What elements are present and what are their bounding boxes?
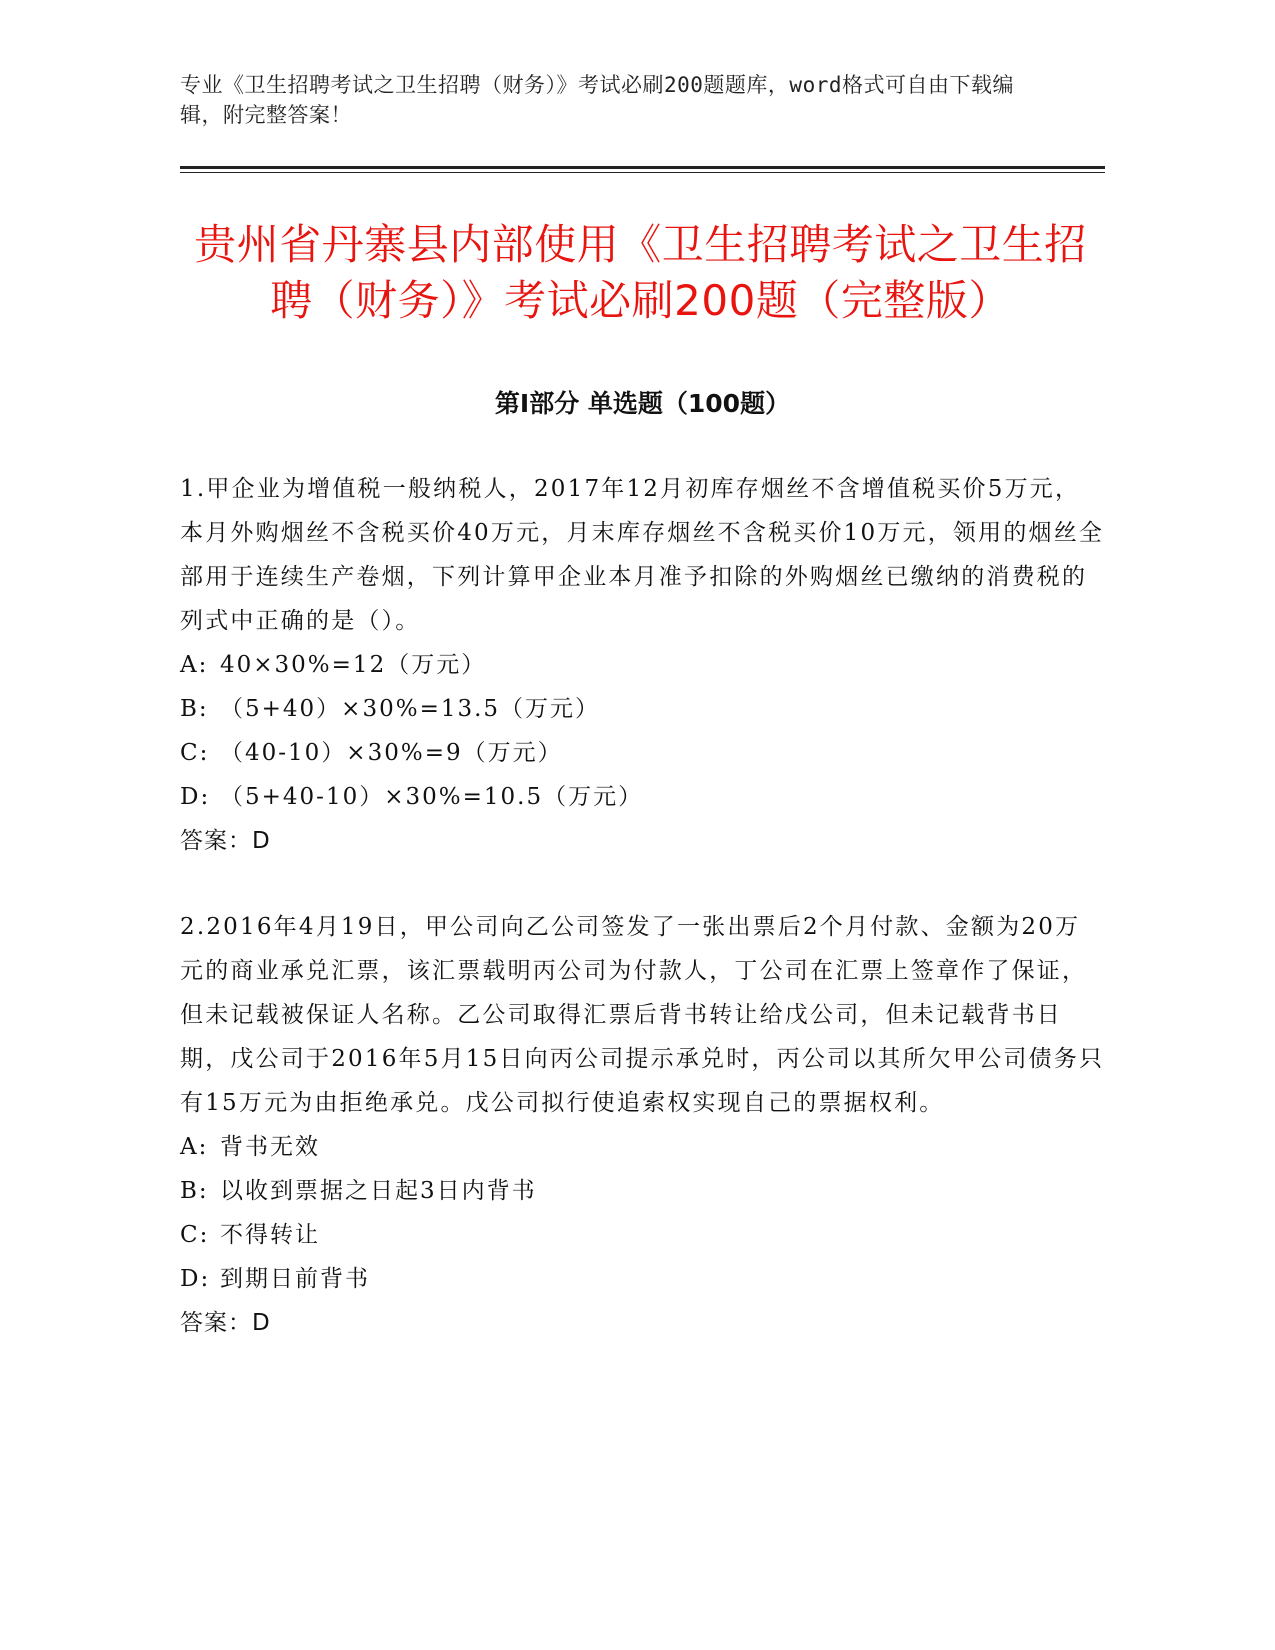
question-1 [180,467,1105,863]
option-text: （5+40）×30%=13.5（万元） [220,696,601,722]
option-letter: D: [180,1266,211,1292]
option-c [180,731,1105,775]
option-text: （5+40-10）×30%=10.5（万元） [220,784,644,810]
question-stem: 1.甲企业为增值税一般纳税人，2017年12月初库存烟丝不含增值税买价5万元，本月外购烟丝不含税买价40万元，月末库存烟丝不含税买价10万元，领用的烟丝全部用于连续生产卷烟，下列计算甲企业本月准予扣除的外购烟丝已缴纳的消费税的列式中正确的是（）。 [180,476,1105,634]
option-letter: B: [180,696,209,722]
option-letter: C: [180,1222,210,1248]
option-letter: B: [180,1178,209,1204]
option-a [180,1125,1105,1169]
option-letter: D: [180,784,211,810]
option-text: 40×30%=12（万元） [220,652,487,678]
option-c [180,1213,1105,1257]
option-d [180,775,1105,819]
option-letter: C: [180,740,210,766]
document-title: 贵州省丹寨县内部使用《卫生招聘考试之卫生招聘（财务）》考试必刷200题（完整版） [194,220,1087,325]
option-text: 不得转让 [220,1222,320,1248]
option-letter: A: [180,652,209,678]
question-stem: 2.2016年4月19日，甲公司向乙公司签发了一张出票后2个月付款、金额为20万元的商业承兑汇票，该汇票载明丙公司为付款人，丁公司在汇票上签章作了保证，但未记载被保证人名称。乙公司取得汇票后背书转让给戊公司，但未记载背书日期，戊公司于2016年5月15日向丙公司提示承兑时，丙公司以其所欠甲公司债务只有15万元为由拒绝承兑。戊公司拟行使追索权实现自己的票据权利。 [180,914,1105,1116]
option-letter: A: [180,1134,209,1160]
answer-line: 答案：D [180,1310,271,1336]
option-b [180,1169,1105,1213]
document-page [180,70,1105,1345]
option-text: 背书无效 [220,1134,320,1160]
header-rule-thick [180,166,1105,169]
header-note: 专业《卫生招聘考试之卫生招聘（财务）》考试必刷200题题库，word格式可自由下载编辑，附完整答案！ [180,73,1014,127]
option-text: （40-10）×30%=9（万元） [220,740,563,766]
option-a [180,643,1105,687]
option-text: 到期日前背书 [220,1266,370,1292]
question-2 [180,905,1105,1345]
option-text: 以收到票据之日起3日内背书 [220,1178,537,1204]
header-rule-thin [180,172,1105,173]
option-d [180,1257,1105,1301]
section-title: 第I部分 单选题（100题） [494,389,791,418]
answer-line: 答案：D [180,828,271,854]
option-b [180,687,1105,731]
